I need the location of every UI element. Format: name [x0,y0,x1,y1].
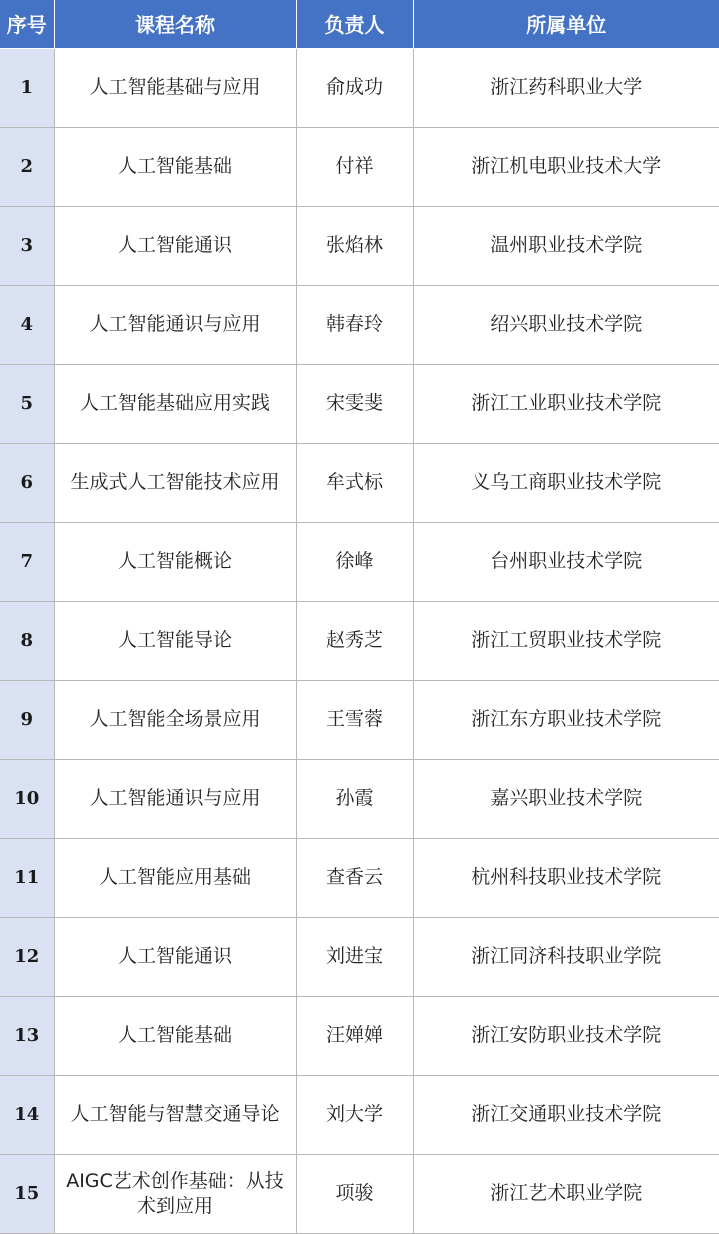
table-row [0,601,719,680]
course-name: 人工智能基础应用实践 [54,364,296,443]
course-owner: 牟式标 [296,443,413,522]
table-row [0,996,719,1075]
table-row [0,680,719,759]
row-number: 5 [0,364,54,443]
row-number: 6 [0,443,54,522]
course-owner: 项骏 [296,1154,413,1233]
affiliation: 浙江艺术职业学院 [413,1154,719,1233]
table-row [0,917,719,996]
affiliation: 杭州科技职业技术学院 [413,838,719,917]
table-row [0,206,719,285]
course-owner: 张焰林 [296,206,413,285]
row-number: 15 [0,1154,54,1233]
course-owner: 韩春玲 [296,285,413,364]
header-row [0,0,719,48]
table-row [0,1154,719,1233]
course-name: 人工智能全场景应用 [54,680,296,759]
row-number: 8 [0,601,54,680]
row-number: 2 [0,127,54,206]
table-row [0,759,719,838]
course-owner: 赵秀芝 [296,601,413,680]
course-name: 人工智能与智慧交通导论 [54,1075,296,1154]
course-owner: 刘进宝 [296,917,413,996]
course-owner: 俞成功 [296,48,413,127]
affiliation: 浙江安防职业技术学院 [413,996,719,1075]
affiliation: 嘉兴职业技术学院 [413,759,719,838]
affiliation: 浙江工贸职业技术学院 [413,601,719,680]
header-unit: 所属单位 [413,0,719,48]
affiliation: 浙江工业职业技术学院 [413,364,719,443]
affiliation: 浙江交通职业技术学院 [413,1075,719,1154]
affiliation: 温州职业技术学院 [413,206,719,285]
course-name: 人工智能通识与应用 [54,285,296,364]
table-row [0,48,719,127]
table-row [0,443,719,522]
course-name: 生成式人工智能技术应用 [54,443,296,522]
row-number: 1 [0,48,54,127]
course-owner: 徐峰 [296,522,413,601]
row-number: 3 [0,206,54,285]
header-course: 课程名称 [54,0,296,48]
row-number: 10 [0,759,54,838]
table-row [0,1075,719,1154]
table-header [0,0,719,48]
header-owner: 负责人 [296,0,413,48]
course-name: 人工智能概论 [54,522,296,601]
course-name: 人工智能基础 [54,996,296,1075]
course-name: 人工智能通识 [54,917,296,996]
affiliation: 浙江东方职业技术学院 [413,680,719,759]
course-owner: 汪婵婵 [296,996,413,1075]
row-number: 11 [0,838,54,917]
row-number: 9 [0,680,54,759]
course-name: 人工智能导论 [54,601,296,680]
course-owner: 刘大学 [296,1075,413,1154]
course-owner: 王雪蓉 [296,680,413,759]
course-name: 人工智能通识 [54,206,296,285]
row-number: 7 [0,522,54,601]
row-number: 14 [0,1075,54,1154]
course-owner: 付祥 [296,127,413,206]
course-name: 人工智能基础 [54,127,296,206]
table-body [0,48,719,1233]
affiliation: 浙江机电职业技术大学 [413,127,719,206]
course-name: 人工智能应用基础 [54,838,296,917]
course-name: AIGC艺术创作基础：从技术到应用 [54,1154,296,1233]
course-owner: 孙霞 [296,759,413,838]
course-owner: 查香云 [296,838,413,917]
course-owner: 宋雯斐 [296,364,413,443]
course-name: 人工智能基础与应用 [54,48,296,127]
row-number: 4 [0,285,54,364]
affiliation: 绍兴职业技术学院 [413,285,719,364]
table-row [0,285,719,364]
affiliation: 义乌工商职业技术学院 [413,443,719,522]
affiliation: 台州职业技术学院 [413,522,719,601]
row-number: 13 [0,996,54,1075]
affiliation: 浙江药科职业大学 [413,48,719,127]
header-no: 序号 [0,0,54,48]
row-number: 12 [0,917,54,996]
affiliation: 浙江同济科技职业学院 [413,917,719,996]
table-row [0,522,719,601]
course-name: 人工智能通识与应用 [54,759,296,838]
table-row [0,127,719,206]
table-row [0,364,719,443]
table-row [0,838,719,917]
